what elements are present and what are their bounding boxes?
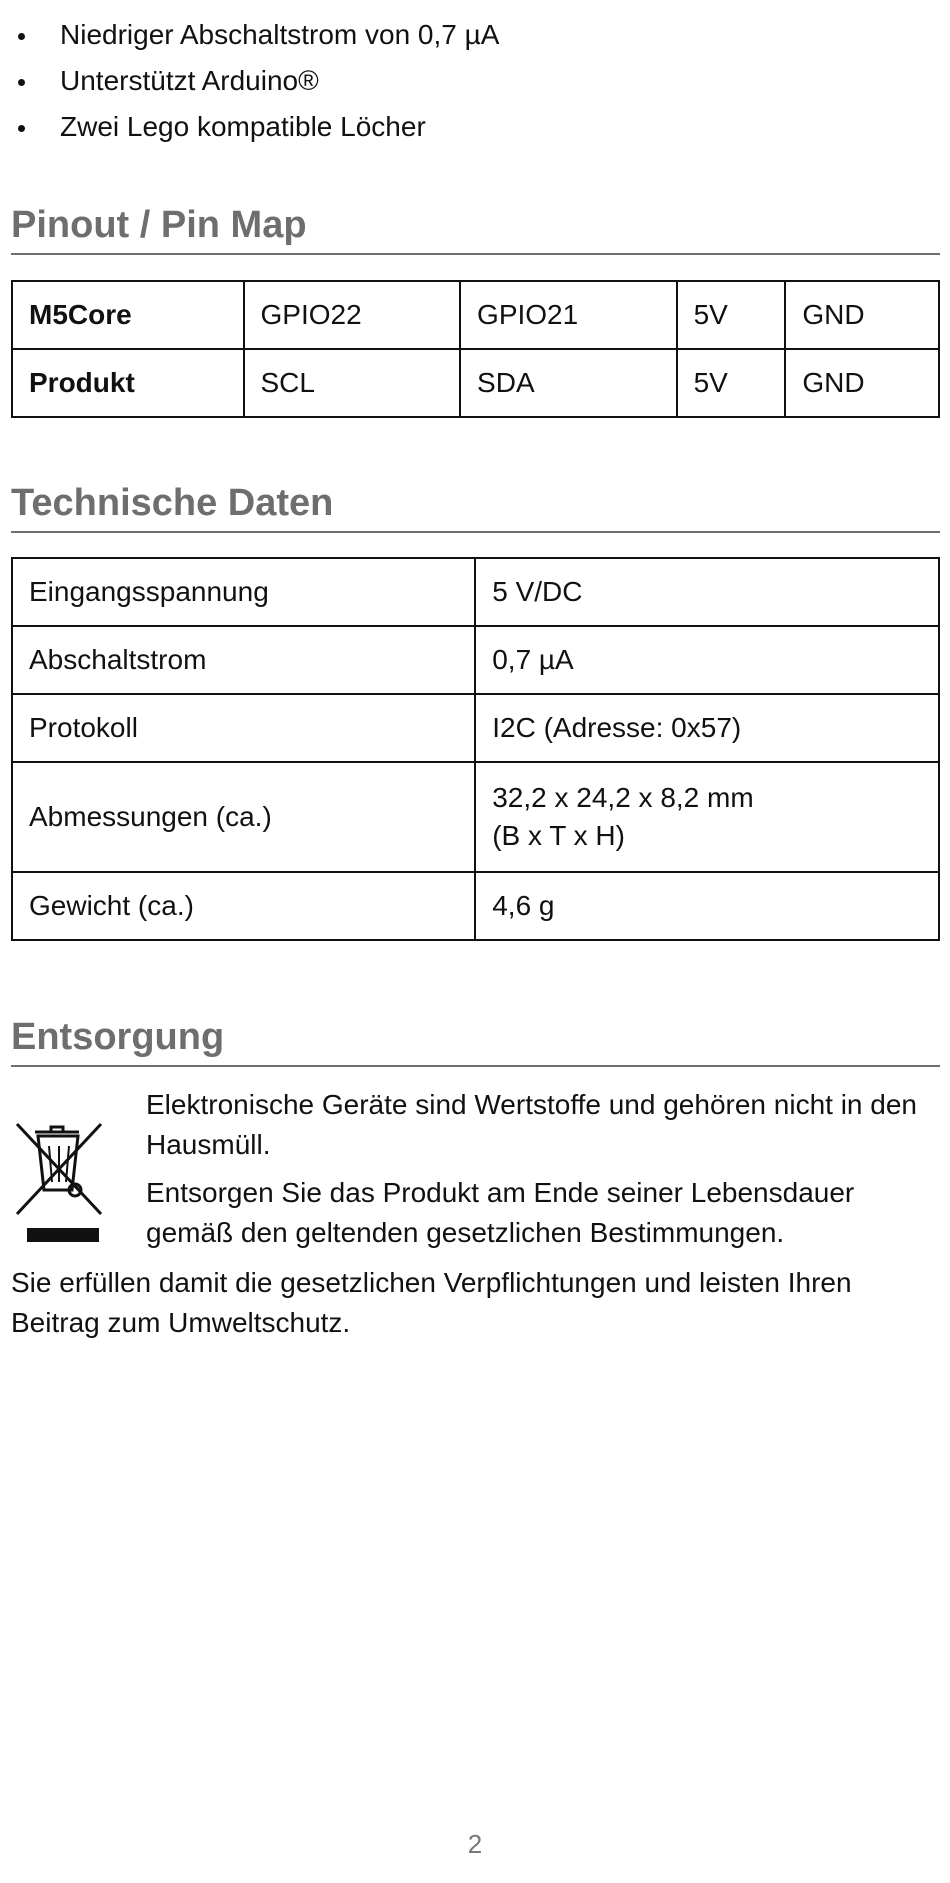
spec-label: Abmessungen (ca.) [12,762,475,872]
spec-value-line: 32,2 x 24,2 x 8,2 mm [492,782,754,813]
disposal-closing-paragraph: Sie erfüllen damit die gesetzlichen Verpflichtungen und leisten Ihren Beitrag zum Umweltschutz. [11,1267,852,1338]
spec-label: Abschaltstrom [12,626,475,694]
table-cell: Produkt [12,349,244,417]
bullet-icon [18,79,25,86]
disposal-text [146,1085,946,1261]
spec-label: Eingangsspannung [12,558,475,626]
feature-text: Zwei Lego kompatible Löcher [60,111,426,142]
spec-value: I2C (Adresse: 0x57) [475,694,939,762]
table-cell: M5Core [12,281,244,349]
disposal-paragraph: Elektronische Geräte sind Wertstoffe und gehören nicht in den Hausmüll. [146,1089,917,1160]
spec-label: Gewicht (ca.) [12,872,475,940]
table-cell: SCL [244,349,461,417]
table-row [12,762,939,872]
disposal-heading: Entsorgung [11,1015,940,1067]
bullet-icon [18,33,25,40]
feature-item [11,104,940,150]
spec-value-line: (B x T x H) [492,820,625,851]
table-row [12,281,939,349]
table-row [12,872,939,940]
bullet-icon [18,125,25,132]
table-row [12,349,939,417]
spec-value: 4,6 g [475,872,939,940]
table-cell: 5V [677,349,786,417]
crossed-out-wheelie-bin-icon [13,1110,105,1242]
spec-value: 5 V/DC [475,558,939,626]
table-cell: GPIO21 [460,281,677,349]
pinout-heading: Pinout / Pin Map [11,203,940,255]
table-cell: SDA [460,349,677,417]
feature-text: Niedriger Abschaltstrom von 0,7 µA [60,19,500,50]
spec-value: 0,7 µA [475,626,939,694]
disposal-paragraph: Entsorgen Sie das Produkt am Ende seiner Lebensdauer gemäß den geltenden gesetzlichen Bestimmungen. [146,1177,855,1248]
page-number: 2 [467,1829,483,1859]
table-cell: GND [785,281,939,349]
feature-item [11,12,940,58]
table-row [12,694,939,762]
feature-item [11,58,940,104]
feature-list [11,12,940,150]
spec-label: Protokoll [12,694,475,762]
table-cell: GND [785,349,939,417]
table-row [12,626,939,694]
table-cell: GPIO22 [244,281,461,349]
specs-table [11,557,940,941]
pinout-table [11,280,940,418]
spec-value [475,762,939,872]
feature-text: Unterstützt Arduino® [60,65,319,96]
table-cell: 5V [677,281,786,349]
specs-heading: Technische Daten [11,481,940,533]
table-row [12,558,939,626]
